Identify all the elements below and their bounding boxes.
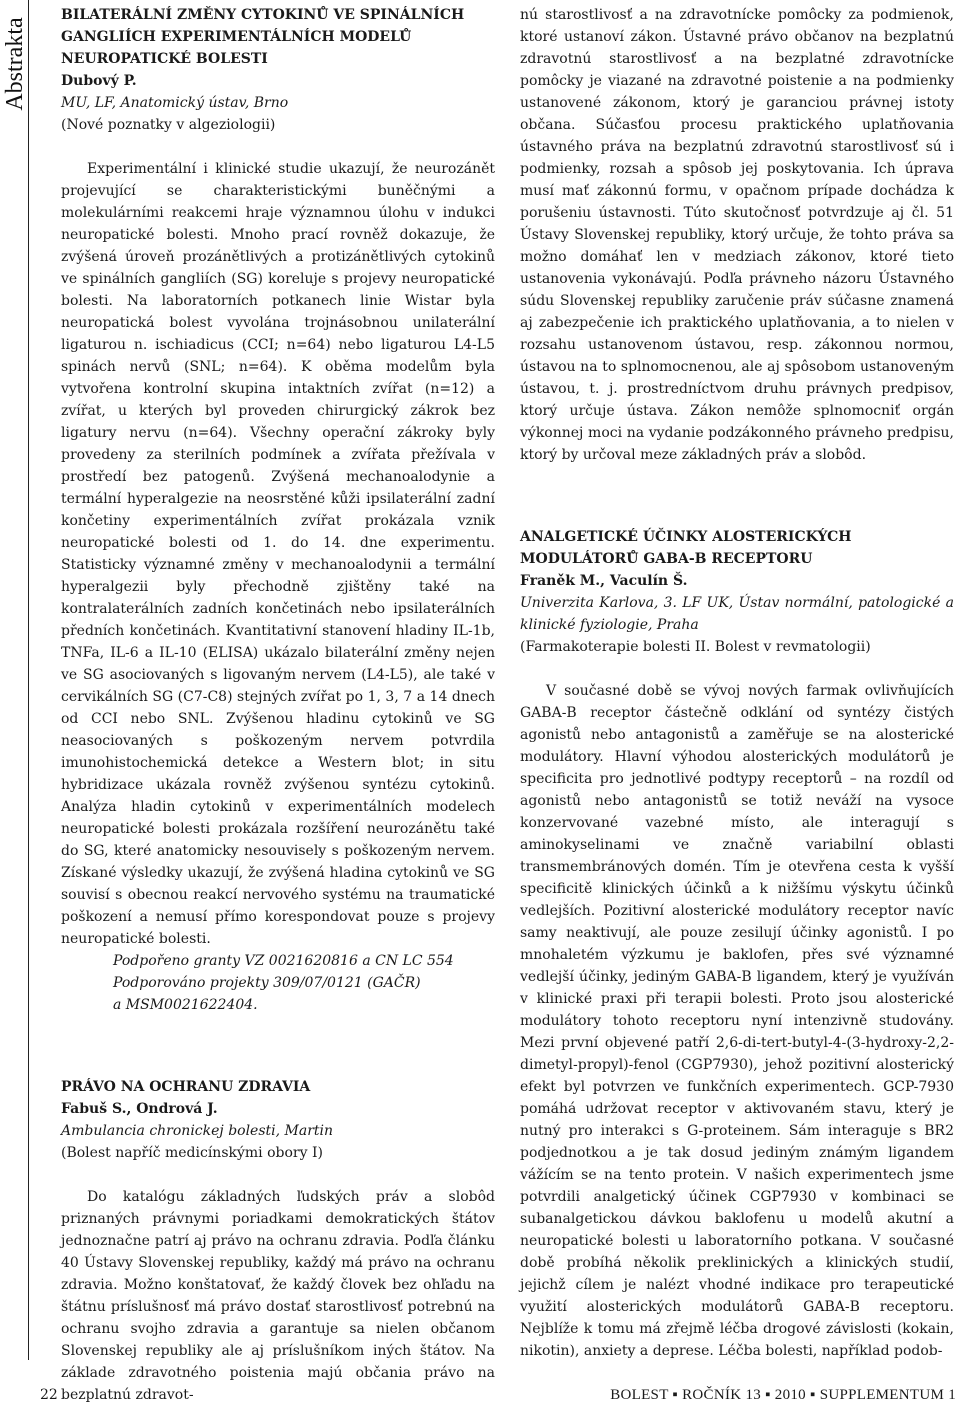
article-paragraph: Do katalógu základných ľudských práv a slobôd priznaných právnymi poriadkami demokratických štátov jednoznačne patrí aj právo na ochranu zdravia. Podľa článku 40 Ústavy Slovenskej republiky, každý má právo na ochranu zdravia. Možno konštatovať, že každý človek bez ohľadu na štátnu príslušnosť má právo dostať starostlivosť potrebnú na ochranu svojho zdravia a garantuje sa nielen občanom Slovenskej republiky ale aj príslušníkom iných štátov. Na základe zdravotného poistenia majú občania právo na bezplatnú zdravot-: [61, 1189, 495, 1403]
article-paragraph: V současné době se vývoj nových farmak ovlivňujících GABA-B receptor částečně odklání od syntézy čistých agonistů nebo antagonistů a zaměřuje se na alosterické modulátory. Hlavní výhodou alosterických modulátorů je specificita pro jednotlivé podtypy receptorů – na rozdíl od agonistů nebo antagonistů se totiž neváží na vysoce konzervované vazebné místo, ale interagují s aminokyselinami ve značně variabilní oblasti transmembránových domén. Tím je otevřena cesta k vyšší specificitě klinických účinků a k nižšímu výskytu účinků vedlejších. Pozitivní alosterické modulátory receptor navíc samy neaktivují, ale pouze zesilují účinky agonistů. I po mnohaletém výzkumu je baklofen, přes své významné vedlejší účinky, jediným GABA-B ligandem, který je využíván v klinické praxi při terapii bolesti. Proto jsou alosterické modulátory tohoto receptoru nyní intenzivně studovány. Mezi první objevené patří 2,6-di-tert-butyl-4-(3-hydroxy-2,2-dimetyl-propyl)-fenol (CGP7930), jehož pozitivní alosterický efekt byl potvrzen ve funkčních experimentech. GCP-7930 pomáhá udržovat receptor v aktivovaném stavu, který je nutný pro interakci s G-proteinem. Sám interaguje s BR2 podjednotkou a je tak dosud jediným známým ligandem vážícím se na tento protein. V našich experimentech jsme potvrdili analgetický účinek CGP7930 v kombinaci se subanalgetickou dávkou baklofenu u modelů akutní a neuropatické bolesti u laboratorního potkana. V současné době probíhá několik preklinických a klinických studií, jejichž cílem je nalézt vhodné indikace pro terapeutické využití alosterických modulátorů GABA-B receptoru. Nejblíže k tomu má zřejmě léčba drogové závislosti (kokain, nikotin), anxiety a deprese. Léčba bolesti, například podob-: [520, 683, 954, 1359]
article-section: (Nové poznatky v algeziologii): [61, 117, 276, 133]
article-body: [61, 158, 495, 1016]
article-body: [520, 4, 954, 466]
article-paragraph: Experimentální i klinické studie ukazují, že neurozánět projevující se charakteristickými buněčnými a molekulárními reakcemi hraje významnou úlohu v indukci neuropatické bolesti. Mnoho prací rovněž dokazuje, že zvýšená úroveň prozánětlivých a protizánětlivých cytokinů ve spinálních gangliích (SG) koreluje s projevy neuropatické bolesti. Na laboratorních potkanech linie Wistar byla neuropatická bolest vyvolána trojnásobnou unilaterální ligaturou n. ischiadicus (CCI; n=64) nebo ligaturou L4-L5 spinách nervů (SNL; n=64). K oběma modelům byla vytvořena kontrolní skupina intaktních zvířat (n=12) a zvířat, u kterých byl proveden chirurgický zákrok bez ligatury nervu (n=64). Všechny operační zákroky byly provedeny za sterilních podmínek a zvířata přežívala v prostředí bez patogenů. Zvýšená mechanoalodynie a termální hyperalgezie na neosrstěné kůži ipsilaterální zadní končetiny experimentálních zvířat prokázala vznik neuropatické bolesti od 1. do 14. dne experimentu. Statisticky významné změny v mechanoalodynii a termální hyperalgezii byly přechodně zjištěny také na kontralaterálních zadních končetinách nebo ipsilaterálních předních končetinách. Kvantitativní stanovení hladiny IL-1b, TNFa, IL-6 a IL-10 (ELISA) ukázalo bilaterální změny nejen ve SG asociovaných s ligovaným nervem (L4-L5), ale také v cervikálních SG (C7-C8) stejných zvířat po 1, 3, 7 a 14 dnech od CCI nebo SNL. Zvýšenou hladinu cytokinů ve SG neasociovaných s poškozeným nervem potvrdila imunohistochemická detekce a Western blot; in situ hybridizace ukázala rovněž zvýšenou syntézu cytokinů. Analýza hladin cytokinů v experimentálních modelech neuropatické bolesti prokázala rozšíření neurozánětu také do SG, které anatomicky nesouvisely s poškozeným nervem. Získané výsledky ukazují, že zvýšená hladina cytokinů ve SG souvisí s obecnou reakcí nervového systému na traumatické poškození a nemusí přímo korespondovat pouze s projevy neuropatické bolesti.: [61, 161, 495, 947]
article-body: [61, 1186, 495, 1406]
page-number: 22: [40, 1387, 58, 1403]
abstract-health-rights-continued: [520, 4, 954, 466]
article-section: (Farmakoterapie bolesti II. Bolest v revmatologii): [520, 639, 871, 655]
page-footer: [0, 1385, 960, 1405]
funding-note: [61, 950, 495, 1016]
article-affiliation: Univerzita Karlova, 3. LF UK, Ústav normální, patologické a klinické fyziologie, Praha: [520, 595, 954, 633]
right-column: [520, 4, 954, 1362]
article-title: ANALGETICKÉ ÚČINKY ALOSTERICKÝCH MODULÁTORŮ GABA-B RECEPTORU: [520, 529, 852, 567]
article-body: [520, 680, 954, 1362]
abstract-gaba-b: [520, 526, 954, 1362]
article-authors: Dubový P.: [61, 73, 137, 89]
article-affiliation: Ambulancia chronickej bolesti, Martin: [61, 1123, 334, 1139]
article-section: (Bolest napříč medicínskými obory I): [61, 1145, 323, 1161]
funding-line: Podpořeno granty VZ 0021620816 a CN LC 554: [113, 953, 454, 969]
side-tab: [0, 0, 29, 1360]
left-column: [61, 4, 495, 1406]
abstract-cytokines: [61, 4, 495, 1016]
funding-line: Podporováno projekty 309/07/0121 (GAČR): [113, 975, 421, 991]
article-authors: Fabuš S., Ondrová J.: [61, 1101, 218, 1117]
article-title: PRÁVO NA OCHRANU ZDRAVIA: [61, 1079, 311, 1095]
funding-line: a MSM0021622404.: [113, 997, 258, 1013]
journal-info: BOLEST ▪ ROČNÍK 13 ▪ 2010 ▪ SUPPLEMENTUM 1: [610, 1387, 956, 1403]
section-label: Abstrakta: [2, 17, 28, 111]
article-paragraph: nú starostlivosť a na zdravotnícke pomôcky za podmienok, ktoré ustanoví zákon. Ústavné právo občanov na bezplatnú zdravotnú starostlivosť a na bezplatné zdravotnícke pomôcky je viazané na zdravotné poistenie a na podmienky ustanovené zákonom, ktorý je garanciou právnej istoty občana. Súčasťou procesu praktického uplatňovania ústavného práva na bezplatnú zdravotnú starostlivosť sú i podmienky, rozsah a spôsob jej poskytovania. Ich úprava musí mať zákonnú formu, v opačnom prípade dochádza k porušeniu ústavnosti. Túto skutočnosť potvrdzuje aj čl. 51 Ústavy Slovenskej republiky, ktorý určuje, že tohto práva sa možno domáhať len v medziach zákonov, ktoré tieto ustanovenia vykonávajú. Podľa právneho názoru Ústavného súdu Slovenskej republiky zaručenie práv súčasne znamená aj zabezpečenie ich praktického uplatňovania, a to nielen v rozsahu ustanovenom ústavou, resp. zákonnou normou, ústavou na to splnomocnenou, ale aj spôsobom ustanoveným ústavou, t. j. prostredníctvom druhu právnych predpisov, ktorý určuje ústava. Zákon nemôže splnomocniť orgán výkonnej moci na vydanie podzákonného právneho predpisu, ktorý by určoval meze základných práv a slobôd.: [520, 7, 954, 463]
abstract-health-rights: [61, 1076, 495, 1406]
article-authors: Franěk M., Vaculín Š.: [520, 573, 688, 589]
article-title: BILATERÁLNÍ ZMĚNY CYTOKINŮ VE SPINÁLNÍCH GANGLIÍCH EXPERIMENTÁLNÍCH MODELŮ NEUROPATICKÉ BOLESTI: [61, 7, 465, 67]
article-affiliation: MU, LF, Anatomický ústav, Brno: [61, 95, 289, 111]
